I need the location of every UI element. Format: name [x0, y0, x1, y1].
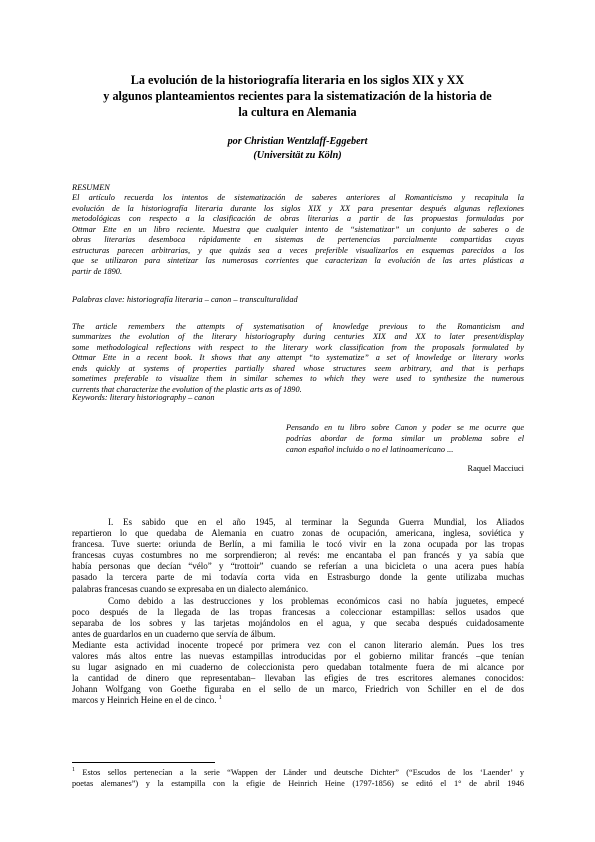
body-line: antes de guardarlos en un cuaderno que servía de álbum.: [72, 629, 276, 640]
abstract-line: currents that characterize the evolution of the plastic arts as of 1890.: [72, 384, 302, 394]
resumen-line: Ottmar Ette en un libro reciente. Muestra que cualquier intento de “sistematizar” un conjunto de saberes o de: [72, 224, 524, 234]
abstract-keywords: [72, 393, 524, 403]
resumen-line: El artículo recuerda los intentos de sistematización de saberes anteriores al Romanticismo y recapitula la: [72, 193, 524, 203]
footnote-1: [72, 767, 524, 789]
resumen-keywords: [72, 295, 524, 305]
resumen-line: evolución de la historiografía literaria durante los siglos XIX y XX para presentar después algunas reflexiones: [72, 203, 524, 213]
footnote-mark: 1: [72, 767, 75, 774]
epigraph-line: canon español incluido o no el latinoamericano ...: [286, 444, 454, 454]
body-paragraph-2: [72, 596, 524, 640]
epigraph-line: Pensando en tu libro sobre Canon y poder se me ocurre que: [286, 423, 524, 432]
title-line-1: La evolución de la historiografía literaria en los siglos XIX y XX: [130, 73, 465, 87]
title-line-2: y algunos planteamientos recientes para la sistematización de la historia de: [103, 89, 492, 103]
body-line: poco después de la llegada de las tropas francesas a coleccionar estampillas: sellos usados que: [72, 607, 524, 618]
body-line: Johann Wolfgang von Goethe figuraba en el sello de un marco, Friedrich von Schiller en el de dos: [72, 684, 524, 695]
body-paragraph-3: [72, 640, 524, 707]
body-line: I. Es sabido que en el año 1945, al terminar la Segunda Guerra Mundial, los Aliados: [108, 517, 524, 527]
body-line: repartieron lo que quedaba de Alemania en cuatro zonas de ocupación, americana, inglesa, soviética y: [72, 528, 524, 539]
abstract-line: Ottmar Ette in a recent book. It shows that any attempt “to systematize” a set of knowledge or literary works: [72, 353, 524, 363]
body-line: la cantidad de dinero que representaban– llevaban las efigies de tres escritores alemanes conocidos:: [72, 673, 524, 684]
abstract-line: some methodological reflections with respect to the literary work classification from the proposals formulated by: [72, 342, 524, 352]
body-line: Como debido a las destrucciones y los problemas económicos casi no había juguetes, empecé: [108, 596, 524, 606]
palabras-clave: Palabras clave: historiografía literaria – canon – transculturalidad: [72, 295, 298, 304]
author-name: por Christian Wentzlaff-Eggebert: [227, 136, 368, 147]
body-line: Mediante esta actividad inocente tropecé por primera vez con el canon literario alemán. Pues los tres: [72, 640, 524, 650]
resumen-section: [72, 183, 524, 277]
title-line-3: la cultura en Alemania: [238, 105, 357, 119]
abstract-line: summarizes the evolution of the literary historiography during centuries XIX and XX to later present/display: [72, 332, 524, 342]
resumen-line: estructuras parecen arbitrarias, y que quizás sea a veces preferible visualizarlos en esquemas parecidos a los: [72, 245, 524, 255]
body-line: separaba de los sobres y las tarjetas mojándolos en el agua, y que secaba después cuidadosamente: [72, 618, 524, 629]
article-title: [60, 72, 535, 120]
body-line: francesa. Tuve suerte: oriunda de Berlín, a mi familia le tocó vivir en la zona ocupada por las tropas: [72, 539, 524, 550]
body-line: valores más altos entre las nuevas estampillas introducidas por el gobierno militar francés –que tenían: [72, 651, 524, 662]
abstract-section: [72, 322, 524, 395]
body-line: había personas que decían “vélo” y “trottoir” cuando se referían a una bicicleta o una acera pues había: [72, 561, 524, 572]
epigraph-line: podrías abordar de forma similar un problema sobre el: [286, 433, 524, 443]
body-line: palabras francesas cuando se expresaba en un dialecto alemánico.: [72, 583, 309, 594]
author-affiliation: (Universität zu Köln): [253, 150, 342, 161]
footnote-reference[interactable]: 1: [218, 695, 222, 702]
author-block: [60, 135, 535, 163]
body-line: [72, 695, 524, 706]
footnote-separator: [72, 762, 215, 763]
body-line-text: marcos y Heinrich Heine en el de cinco.: [72, 695, 217, 706]
body-paragraph-1: [72, 517, 524, 595]
footnote-line: [72, 767, 524, 778]
abstract-line: ends quickly at systems of properties partially shared whose structures seem arbitrary, and that is perhaps: [72, 363, 524, 373]
body-line: su lugar asignado en mi cuaderno de coleccionista pero quedaban totalmente fuera de mi alcance por: [72, 662, 524, 673]
footnote-line: poetas alemanes”) y la estampilla con la efigie de Heinrich Heine (1797-1856) se editó el 1° de abril 1946: [72, 779, 524, 788]
resumen-line: obras literarias desemboca rápidamente en sistemas de pertenencias parcialmente compartidas cuyas: [72, 235, 524, 245]
keywords: Keywords: literary historiography – canon: [72, 393, 215, 402]
body-line: pasado la tercera parte de mi todavía corta vida en Estrasburgo donde la gente utilizaba muchas: [72, 572, 524, 583]
resumen-heading: RESUMEN: [72, 183, 110, 192]
resumen-line: metodológicas con respecto a la clasificación de obras literarias a partir de las propuestas formuladas por: [72, 214, 524, 224]
resumen-line: que se utilizaron para sintetizar las numerosas corrientes que caracterizan la evolución de las artes plásticas a: [72, 256, 524, 266]
abstract-line: sometimes preferable to visualize them in similar schemes to which they were used to synthesize the numerous: [72, 374, 524, 384]
epigraph: [286, 423, 524, 455]
resumen-line: partir de 1890.: [72, 266, 123, 276]
body-line: francesas cuyas costumbres no me sorprendieron; al revés: me encantaba el pan francés y ya sabía que: [72, 550, 524, 561]
footnote-text: Estos sellos pertenecían a la serie “Wappen der Länder und deutsche Dichter” (“Escudos de los ‘Laender’ y: [82, 768, 524, 777]
abstract-line: The article remembers the attempts of systematisation of knowledge previous to the Romanticism and: [72, 322, 524, 331]
epigraph-author: Raquel Macciuci: [467, 464, 524, 473]
